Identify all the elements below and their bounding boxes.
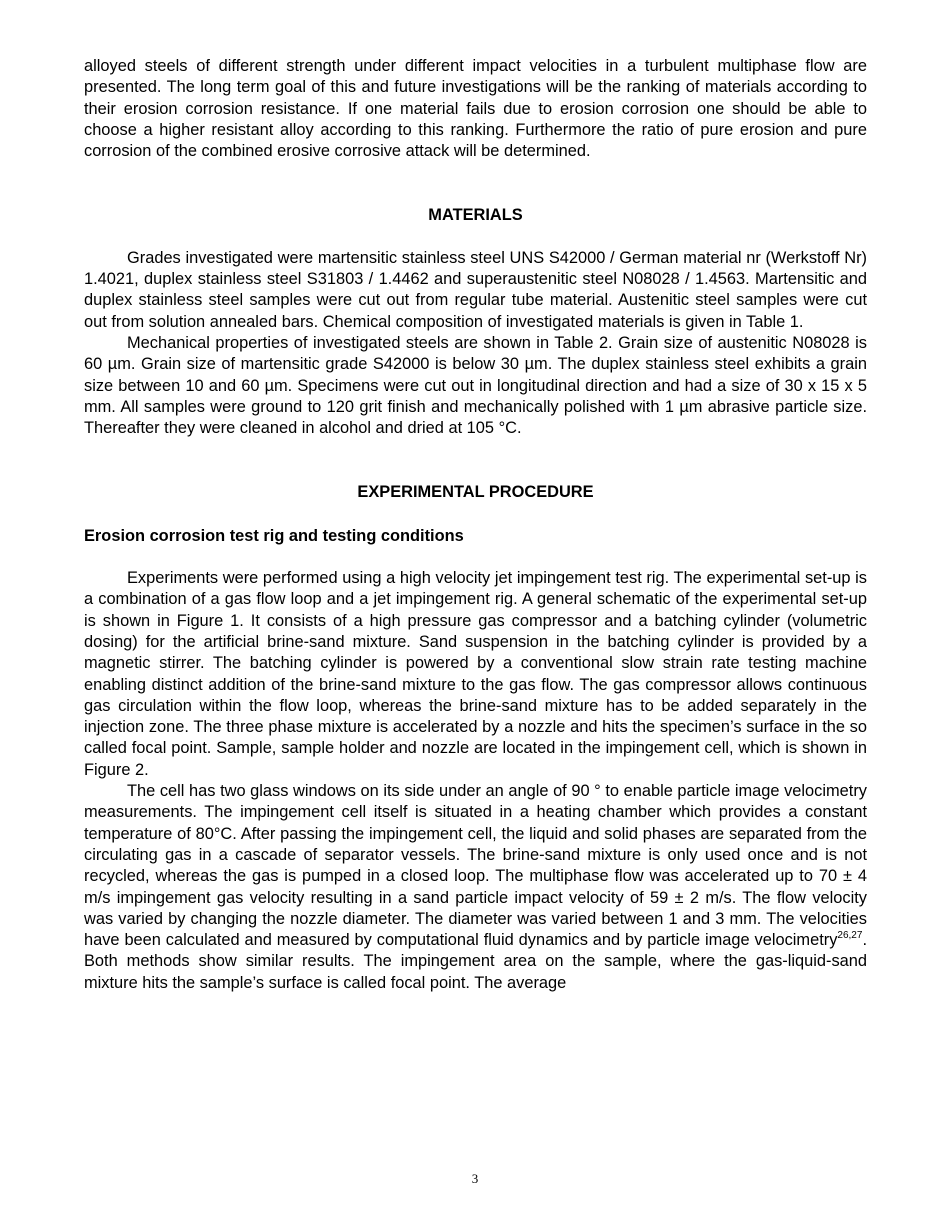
text-column (84, 56, 867, 994)
procedure-paragraph-2-continuation: . Both methods show similar results. The impingement area on the sample, where the gas-liquid-sand mixture hits the sample’s surface is called focal point. The average (84, 931, 867, 992)
procedure-heading: EXPERIMENTAL PROCEDURE (357, 483, 594, 502)
procedure-subheading: Erosion corrosion test rig and testing conditions (84, 526, 464, 545)
materials-heading: MATERIALS (428, 206, 523, 225)
citation-reference: 26,27 (837, 930, 863, 942)
procedure-paragraph-2 (84, 781, 867, 994)
intro-paragraph: alloyed steels of different strength under different impact velocities in a turbulent multiphase flow are presented. The long term goal of this and future investigations will be the ranking of materials according to their erosion corrosion resistance. If one material fails due to erosion corrosion one should be able to choose a higher resistant alloy according to this ranking. Furthermore the ratio of pure erosion and pure corrosion of the combined erosive corrosive attack will be determined. (84, 57, 867, 161)
materials-paragraph-2: Mechanical properties of investigated steels are shown in Table 2. Grain size of austenitic N08028 is 60 µm. Grain size of martensitic grade S42000 is below 30 µm. The duplex stainless steel exhibits a grain size between 10 and 60 µm. Specimens were cut out in longitudinal direction and had a size of 30 x 15 x 5 mm. All samples were ground to 120 grit finish and mechanically polished with 1 µm abrasive particle size. Thereafter they were cleaned in alcohol and dried at 105 °C. (84, 333, 867, 438)
procedure-paragraph-1: Experiments were performed using a high velocity jet impingement test rig. The experimental set-up is a combination of a gas flow loop and a jet impingement rig. A general schematic of the experimental set-up is shown in Figure 1. It consists of a high pressure gas compressor and a batching cylinder (volumetric dosing) for the artificial brine-sand mixture. Sand suspension in the batching cylinder is provided by a magnetic stirrer. The batching cylinder is powered by a conventional slow strain rate testing machine enabling distinct addition of the brine-sand mixture to the gas flow. The gas compressor allows continuous gas circulation within the flow loop, whereas the brine-sand mixture has to be added separately in the injection zone. The three phase mixture is accelerated by a nozzle and hits the specimen’s surface in the so called focal point. Sample, sample holder and nozzle are located in the impingement cell, which is shown in Figure 2. (84, 569, 867, 779)
procedure-paragraph-2-text: The cell has two glass windows on its side under an angle of 90 ° to enable particle image velocimetry measurements. The impingement cell itself is situated in a heating chamber which provides a constant temperature of 80°C. After passing the impingement cell, the liquid and solid phases are separated from the circulating gas in a cascade of separator vessels. The brine-sand mixture is only used once and is not recycled, whereas the gas is pumped in a closed loop. The multiphase flow was accelerated up to 70 ± 4 m/s impingement gas velocity resulting in a sand particle impact velocity of 59 ± 2 m/s. The flow velocity was varied by changing the nozzle diameter. The diameter was varied between 1 and 3 mm. The velocities have been calculated and measured by computational fluid dynamics and by particle image velocimetry (84, 782, 867, 950)
materials-paragraph-1: Grades investigated were martensitic stainless steel UNS S42000 / German material nr (Werkstoff Nr) 1.4021, duplex stainless steel S31803 / 1.4462 and superaustenitic steel N08028 / 1.4563. Martensitic and duplex stainless steel samples were cut out from regular tube material. Austenitic steel samples were cut out from solution annealed bars. Chemical composition of investigated materials is given in Table 1. (84, 248, 867, 331)
page-number: 3 (471, 1171, 479, 1186)
